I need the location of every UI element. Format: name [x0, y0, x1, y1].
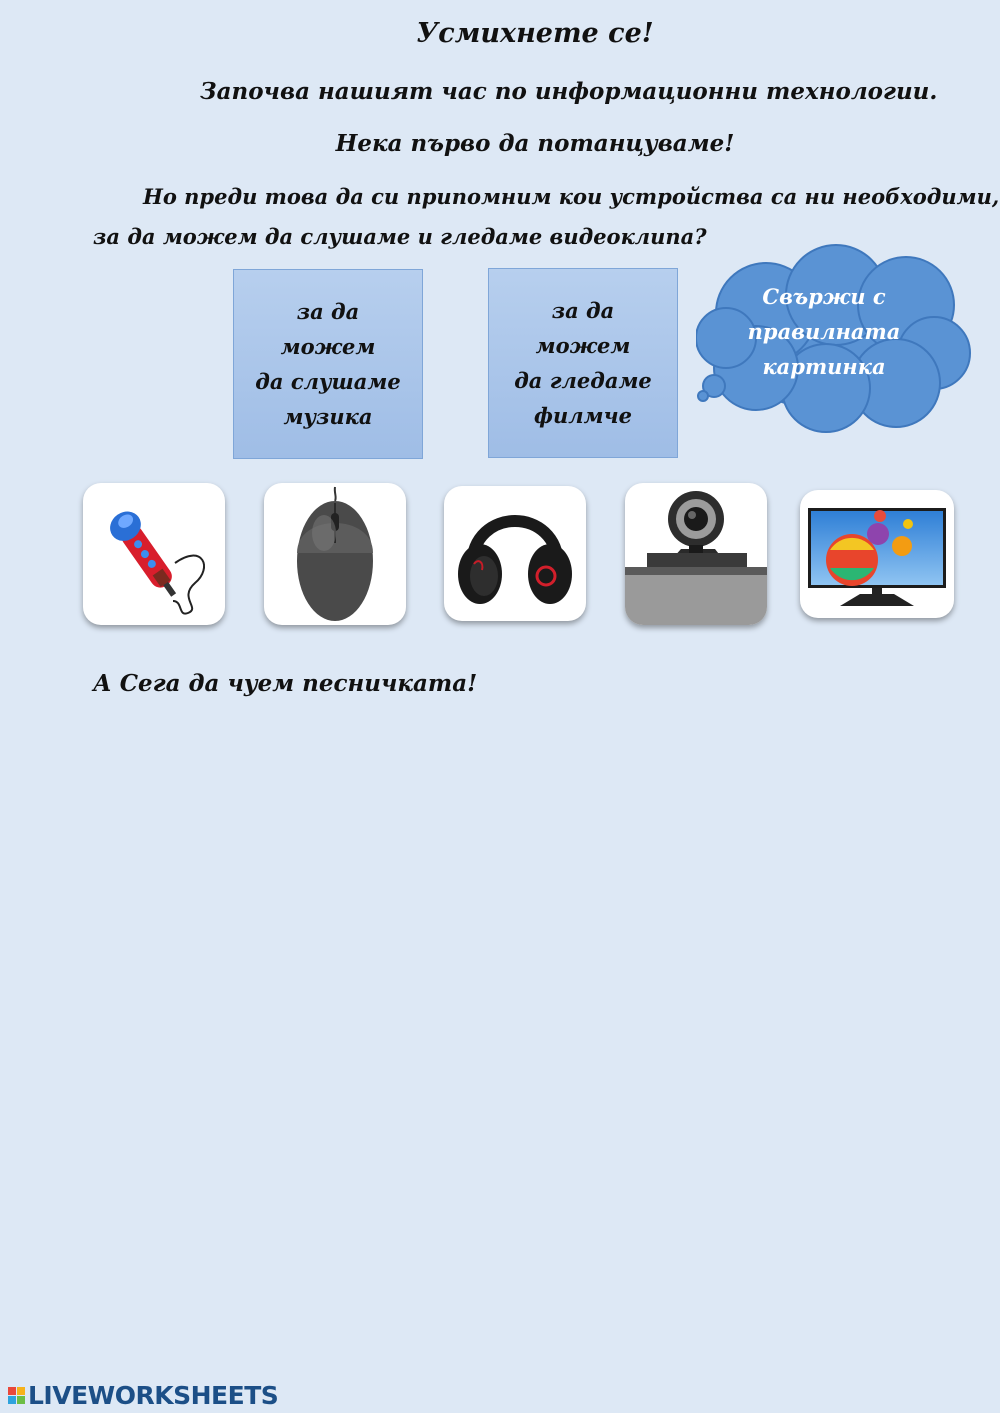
device-card-mouse[interactable] [264, 483, 406, 625]
device-card-microphone[interactable] [83, 483, 225, 625]
monitor-icon [800, 490, 954, 618]
drop-target-video[interactable]: за да можем да гледаме филмче [488, 268, 678, 458]
question-line-1: Но преди това да си припомним кои устройства са ни необходими, [143, 184, 1000, 209]
logo-text: LIVEWORKSHEETS [28, 1381, 279, 1410]
cloud-instruction-text: Свържи с правилната картинка [747, 284, 901, 379]
microphone-icon [83, 483, 225, 625]
logo-mark-icon [8, 1387, 25, 1404]
device-card-webcam[interactable] [625, 483, 767, 625]
intro-line-1: Започва нашият час по информационни технологии. [200, 78, 938, 105]
instruction-cloud [696, 243, 972, 433]
mouse-icon [264, 483, 406, 625]
intro-line-2: Нека първо да потанцуваме! [335, 130, 735, 157]
liveworksheets-logo[interactable] [8, 1381, 278, 1410]
device-card-headphones[interactable] [444, 486, 586, 621]
webcam-icon [625, 483, 767, 625]
headphones-icon [444, 486, 586, 621]
page-title: Усмихнете се! [416, 18, 654, 49]
question-line-2: за да можем да слушаме и гледаме видеоклипа? [93, 224, 707, 249]
outro-prefix: А [93, 670, 112, 697]
outro-body: Сега да чуем песничката! [119, 670, 478, 697]
outro-text [93, 670, 477, 697]
drop-target-music[interactable]: за да можем да слушаме музика [233, 269, 423, 459]
device-card-monitor[interactable] [800, 490, 954, 618]
